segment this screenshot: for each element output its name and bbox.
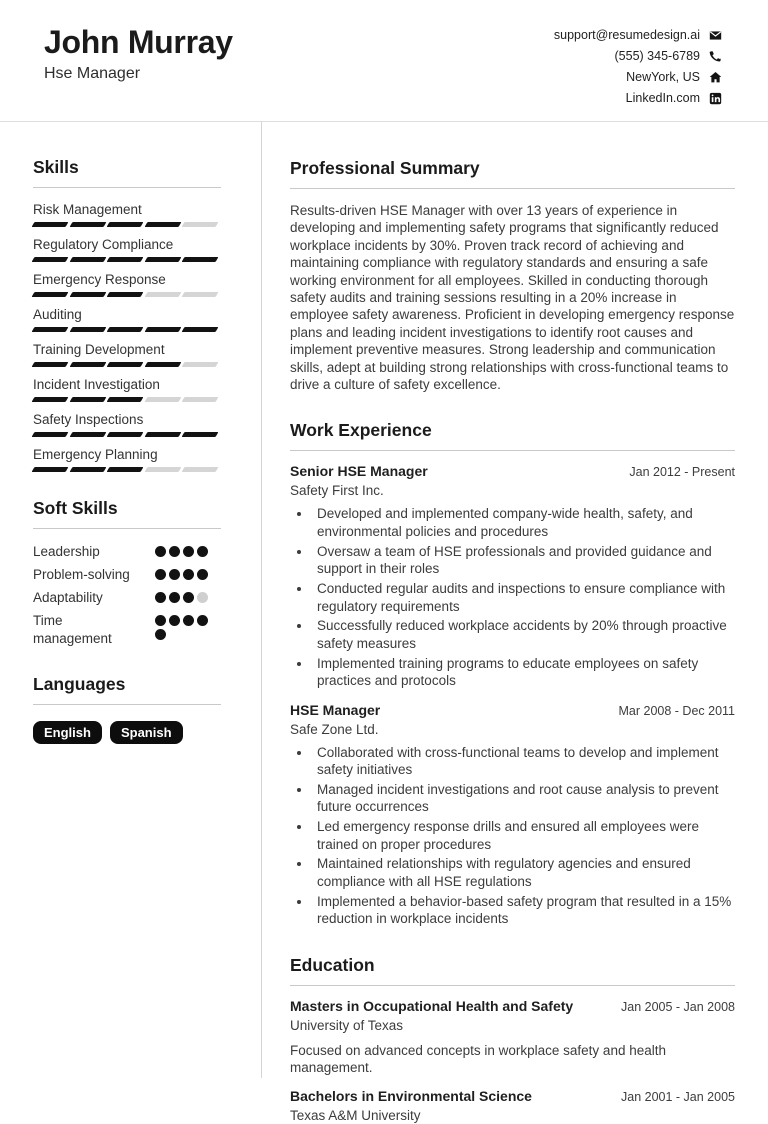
education-degree: Masters in Occupational Health and Safety xyxy=(290,997,574,1014)
bar-segment-empty xyxy=(144,397,180,402)
soft-skill-rating-dots xyxy=(155,543,211,557)
bar-segment-filled xyxy=(107,397,143,402)
education-degree: Bachelors in Environmental Science xyxy=(290,1088,532,1105)
job-bullets xyxy=(290,744,735,928)
bar-segment-filled xyxy=(32,257,68,262)
job-entry-head xyxy=(290,463,735,480)
job-role: Senior HSE Manager xyxy=(290,463,428,480)
job-bullet: • Conducted regular audits and inspections to ensure compliance with regulatory requirements xyxy=(312,580,735,615)
job-role: HSE Manager xyxy=(290,701,381,718)
bar-segment-filled xyxy=(107,327,143,332)
education-school: Texas A&M University xyxy=(290,1108,421,1124)
soft-skill-item xyxy=(33,543,221,561)
sidebar xyxy=(0,122,262,1078)
contact-phone[interactable] xyxy=(554,49,722,63)
education-description: Focused on advanced concepts in workplace safety and health management. xyxy=(290,1042,666,1075)
job-bullet: • Successfully reduced workplace accidents by 20% through proactive safety measures xyxy=(312,617,735,652)
bar-segment-filled xyxy=(107,222,143,227)
contact-email[interactable] xyxy=(554,28,722,42)
soft-skill-item xyxy=(33,566,221,584)
skills-title: Skills xyxy=(33,157,79,177)
skill-level-bar xyxy=(33,432,221,437)
job-dates: Mar 2008 - Dec 2011 xyxy=(618,703,735,718)
bar-segment-filled xyxy=(32,222,68,227)
education-title: Education xyxy=(290,954,375,975)
bar-segment-filled xyxy=(107,292,143,297)
skill-label: Training Development xyxy=(33,342,165,357)
bar-segment-filled xyxy=(107,467,143,472)
job-bullet: • Implemented training programs to educate employees on safety practices and protocols xyxy=(312,655,735,690)
skill-label: Safety Inspections xyxy=(33,412,144,427)
bar-segment-filled xyxy=(144,257,180,262)
bar-segment-filled xyxy=(107,257,143,262)
skill-label: Emergency Response xyxy=(33,272,166,287)
education-dates: Jan 2005 - Jan 2008 xyxy=(621,999,735,1014)
contact-linkedin[interactable] xyxy=(554,91,722,105)
education-entry xyxy=(290,998,735,1077)
skill-level-bar xyxy=(33,397,221,402)
bar-segment-filled xyxy=(69,397,105,402)
soft-skill-label: Leadership xyxy=(33,544,100,559)
bar-segment-filled xyxy=(144,327,180,332)
skill-level-bar xyxy=(33,292,221,297)
bar-segment-filled xyxy=(32,397,68,402)
rating-dot-filled xyxy=(183,592,194,603)
soft-skill-label: Adaptability xyxy=(33,590,103,605)
rating-dot-filled xyxy=(155,569,166,580)
contact-linkedin-text: LinkedIn.com xyxy=(625,91,700,105)
rating-dot-filled xyxy=(155,629,166,640)
name-block xyxy=(44,24,233,83)
bar-segment-empty xyxy=(182,292,218,297)
bar-segment-empty xyxy=(182,467,218,472)
skill-label: Emergency Planning xyxy=(33,447,158,462)
skill-item xyxy=(33,341,221,367)
skill-level-bar xyxy=(33,222,221,227)
soft-skills-list xyxy=(33,543,221,648)
contact-location[interactable] xyxy=(554,70,722,84)
education-school: University of Texas xyxy=(290,1017,404,1033)
skill-level-bar xyxy=(33,362,221,367)
bar-segment-filled xyxy=(69,222,105,227)
section-rule xyxy=(33,704,221,705)
rating-dot-filled xyxy=(183,569,194,580)
job-dates: Jan 2012 - Present xyxy=(629,465,735,480)
skills-list xyxy=(33,201,221,472)
rating-dot-filled xyxy=(155,546,166,557)
contact-phone-text: (555) 345-6789 xyxy=(614,49,700,63)
bar-segment-filled xyxy=(69,362,105,367)
soft-skill-item xyxy=(33,612,221,648)
contact-email-text: support@resumedesign.ai xyxy=(553,28,700,42)
phone-icon xyxy=(708,49,722,63)
job-bullets xyxy=(290,505,735,689)
bar-segment-filled xyxy=(32,327,68,332)
education-dates: Jan 2001 - Jan 2005 xyxy=(621,1090,735,1105)
language-pill: Spanish xyxy=(110,721,183,744)
bar-segment-filled xyxy=(69,432,105,437)
rating-dot-filled xyxy=(169,592,180,603)
skill-level-bar xyxy=(33,257,221,262)
bar-segment-filled xyxy=(69,467,105,472)
education-entry-head xyxy=(290,1088,735,1105)
bar-segment-filled xyxy=(107,432,143,437)
job-entry xyxy=(290,463,735,689)
bar-segment-filled xyxy=(144,432,180,437)
job-entry xyxy=(290,702,735,928)
bar-segment-filled xyxy=(32,292,68,297)
experience-title: Work Experience xyxy=(290,420,432,441)
languages-section xyxy=(33,674,221,744)
summary-section xyxy=(290,158,735,393)
skill-label: Auditing xyxy=(33,307,82,322)
rating-dot-filled xyxy=(155,592,166,603)
skills-section xyxy=(33,157,221,472)
bar-segment-filled xyxy=(144,362,180,367)
job-bullet: • Managed incident investigations and root cause analysis to prevent future occurrences xyxy=(312,781,735,816)
skill-item xyxy=(33,446,221,472)
contact-location-text: NewYork, US xyxy=(626,70,700,84)
soft-skill-label: Time management xyxy=(33,613,112,646)
section-rule xyxy=(290,985,735,986)
language-pill: English xyxy=(33,721,102,744)
section-rule xyxy=(290,188,735,189)
soft-skill-label: Problem-solving xyxy=(33,567,130,582)
bar-segment-empty xyxy=(182,222,218,227)
bar-segment-empty xyxy=(144,292,180,297)
rating-dot-filled xyxy=(155,615,166,626)
education-list xyxy=(290,998,735,1124)
job-bullet: • Led emergency response drills and ensured all employees were trained on proper procedures xyxy=(312,818,735,853)
soft-skills-title: Soft Skills xyxy=(33,498,118,518)
soft-skills-section xyxy=(33,498,221,648)
soft-skill-item xyxy=(33,589,221,607)
bar-segment-filled xyxy=(182,257,218,262)
skill-item xyxy=(33,376,221,402)
skill-level-bar xyxy=(33,327,221,332)
jobs-list xyxy=(290,463,735,927)
job-bullet: • Developed and implemented company-wide health, safety, and environmental policies and procedures xyxy=(312,505,735,540)
experience-section xyxy=(290,420,735,927)
skill-item xyxy=(33,236,221,262)
job-bullet: • Collaborated with cross-functional teams to develop and implement safety initiatives xyxy=(312,744,735,779)
bar-segment-filled xyxy=(69,327,105,332)
languages-title: Languages xyxy=(33,674,126,694)
job-company: Safe Zone Ltd. xyxy=(290,721,379,737)
skill-item xyxy=(33,411,221,437)
bar-segment-filled xyxy=(69,257,105,262)
envelope-icon xyxy=(708,28,722,42)
bar-segment-filled xyxy=(182,327,218,332)
education-entry xyxy=(290,1088,735,1124)
bar-segment-filled xyxy=(107,362,143,367)
bar-segment-empty xyxy=(182,397,218,402)
skill-item xyxy=(33,271,221,297)
education-section xyxy=(290,955,735,1124)
resume-body xyxy=(0,122,768,1124)
person-name: John Murray xyxy=(44,24,233,60)
job-bullet: • Oversaw a team of HSE professionals and provided guidance and support in their roles xyxy=(312,543,735,578)
rating-dot-empty xyxy=(197,592,208,603)
languages-list xyxy=(33,721,221,744)
bar-segment-empty xyxy=(182,362,218,367)
bar-segment-filled xyxy=(32,467,68,472)
rating-dot-filled xyxy=(169,546,180,557)
person-job-title: Hse Manager xyxy=(44,65,141,82)
job-bullet: • Maintained relationships with regulatory agencies and ensured compliance with all HSE regulations xyxy=(312,855,735,890)
section-rule xyxy=(290,450,735,451)
rating-dot-filled xyxy=(169,615,180,626)
rating-dot-filled xyxy=(197,569,208,580)
summary-title: Professional Summary xyxy=(290,158,480,178)
bar-segment-filled xyxy=(182,432,218,437)
section-rule xyxy=(33,528,221,529)
contact-block xyxy=(554,28,722,112)
home-icon xyxy=(708,70,722,84)
summary-text: Results-driven HSE Manager with over 13 years of experience in developing and implementing safety programs that significantly reduced workplace incidents by 30%. Proven track record of achieving and maintaining compliance with regulatory standards and ensuring a safe working environment for all employees. Skilled in conducting thorough safety audits and training sessions resulting in a 20% increase in employee safety awareness. Proficient in developing emergency response plans and leading incident investigations to identify root causes and implement preventive measures. Strong leadership and communication skills, adept at building strong relationships with cross-functional teams to drive a culture of safety excellence. xyxy=(290,203,735,393)
soft-skill-rating-dots xyxy=(155,589,211,603)
education-entry-head xyxy=(290,998,735,1015)
soft-skill-rating-dots xyxy=(155,612,211,640)
bar-segment-filled xyxy=(32,432,68,437)
linkedin-icon xyxy=(708,91,722,105)
skill-label: Regulatory Compliance xyxy=(33,237,174,252)
job-company: Safety First Inc. xyxy=(290,483,384,499)
skill-item xyxy=(33,306,221,332)
section-rule xyxy=(33,187,221,188)
resume-header xyxy=(0,0,768,122)
skill-label: Risk Management xyxy=(33,202,142,217)
bar-segment-filled xyxy=(32,362,68,367)
bar-segment-filled xyxy=(69,292,105,297)
bar-segment-empty xyxy=(144,467,180,472)
skill-level-bar xyxy=(33,467,221,472)
rating-dot-filled xyxy=(183,546,194,557)
rating-dot-filled xyxy=(197,546,208,557)
rating-dot-filled xyxy=(169,569,180,580)
main-column xyxy=(262,122,768,1124)
skill-item xyxy=(33,201,221,227)
soft-skill-rating-dots xyxy=(155,566,211,580)
job-entry-head xyxy=(290,702,735,719)
rating-dot-filled xyxy=(197,615,208,626)
rating-dot-filled xyxy=(183,615,194,626)
job-bullet: • Implemented a behavior-based safety program that resulted in a 15% reduction in workplace incidents xyxy=(312,893,735,928)
bar-segment-filled xyxy=(144,222,180,227)
skill-label: Incident Investigation xyxy=(33,377,160,392)
